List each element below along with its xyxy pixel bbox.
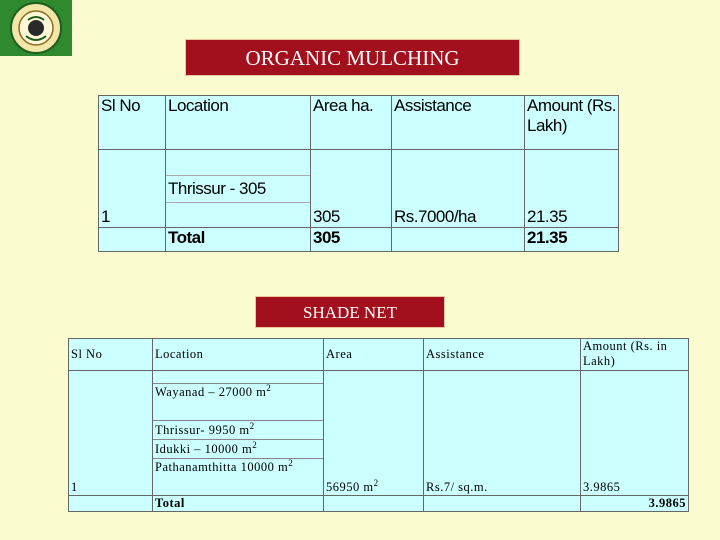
table-row (69, 371, 689, 496)
location-pathanamthitta: Pathanamthitta 10000 $m^2$ (155, 457, 294, 474)
total-label: Total (166, 228, 311, 252)
header-area: Area ha. (311, 96, 392, 150)
cell-location (153, 371, 324, 496)
header-area: Area (324, 339, 424, 371)
total-area-empty (324, 496, 424, 512)
header-sl-no: Sl No (69, 339, 153, 371)
organic-mulching-title: ORGANIC MULCHING (185, 39, 520, 76)
shade-net-table (68, 338, 689, 512)
total-assistance-empty (424, 496, 581, 512)
cell-area: 56950 $m^2$ (324, 371, 424, 496)
logo (0, 0, 72, 56)
table-row (99, 150, 619, 228)
table-header-row (99, 96, 619, 150)
header-assistance: Assistance (392, 96, 525, 150)
cell-assistance: Rs.7/ sq.m. (424, 371, 581, 496)
cell-sl-no: 1 (69, 371, 153, 496)
header-amount: Amount (Rs. Lakh) (525, 96, 619, 150)
header-sl-no: Sl No (99, 96, 166, 150)
organic-mulching-table (98, 95, 619, 252)
cell-location (166, 150, 311, 228)
location-idukki: Idukki – 10000 $m^2$ (153, 440, 323, 459)
cell-amount: 3.9865 (581, 371, 689, 496)
cell-area: 305 (311, 150, 392, 228)
total-assistance-empty (392, 228, 525, 252)
location-wayanad: Wayanad – 27000 $m^2$ (153, 384, 323, 421)
header-location: Location (166, 96, 311, 150)
shade-net-title: SHADE NET (255, 296, 445, 328)
total-row (69, 496, 689, 512)
total-amount: 21.35 (525, 228, 619, 252)
emblem-icon (0, 0, 72, 56)
cell-sl-no: 1 (99, 150, 166, 228)
location-thrissur: Thrissur- 9950 $m^2$ (153, 421, 323, 440)
header-location: Location (153, 339, 324, 371)
total-amount: 3.9865 (581, 496, 689, 512)
header-assistance: Assistance (424, 339, 581, 371)
location-thrissur: Thrissur - 305 (166, 176, 310, 203)
total-sl-empty (99, 228, 166, 252)
header-amount: Amount (Rs. in Lakh) (581, 339, 689, 371)
total-sl-empty (69, 496, 153, 512)
total-label: Total (153, 496, 324, 512)
total-area: 305 (311, 228, 392, 252)
total-row (99, 228, 619, 252)
cell-assistance: Rs.7000/ha (392, 150, 525, 228)
cell-amount: 21.35 (525, 150, 619, 228)
table-header-row (69, 339, 689, 371)
